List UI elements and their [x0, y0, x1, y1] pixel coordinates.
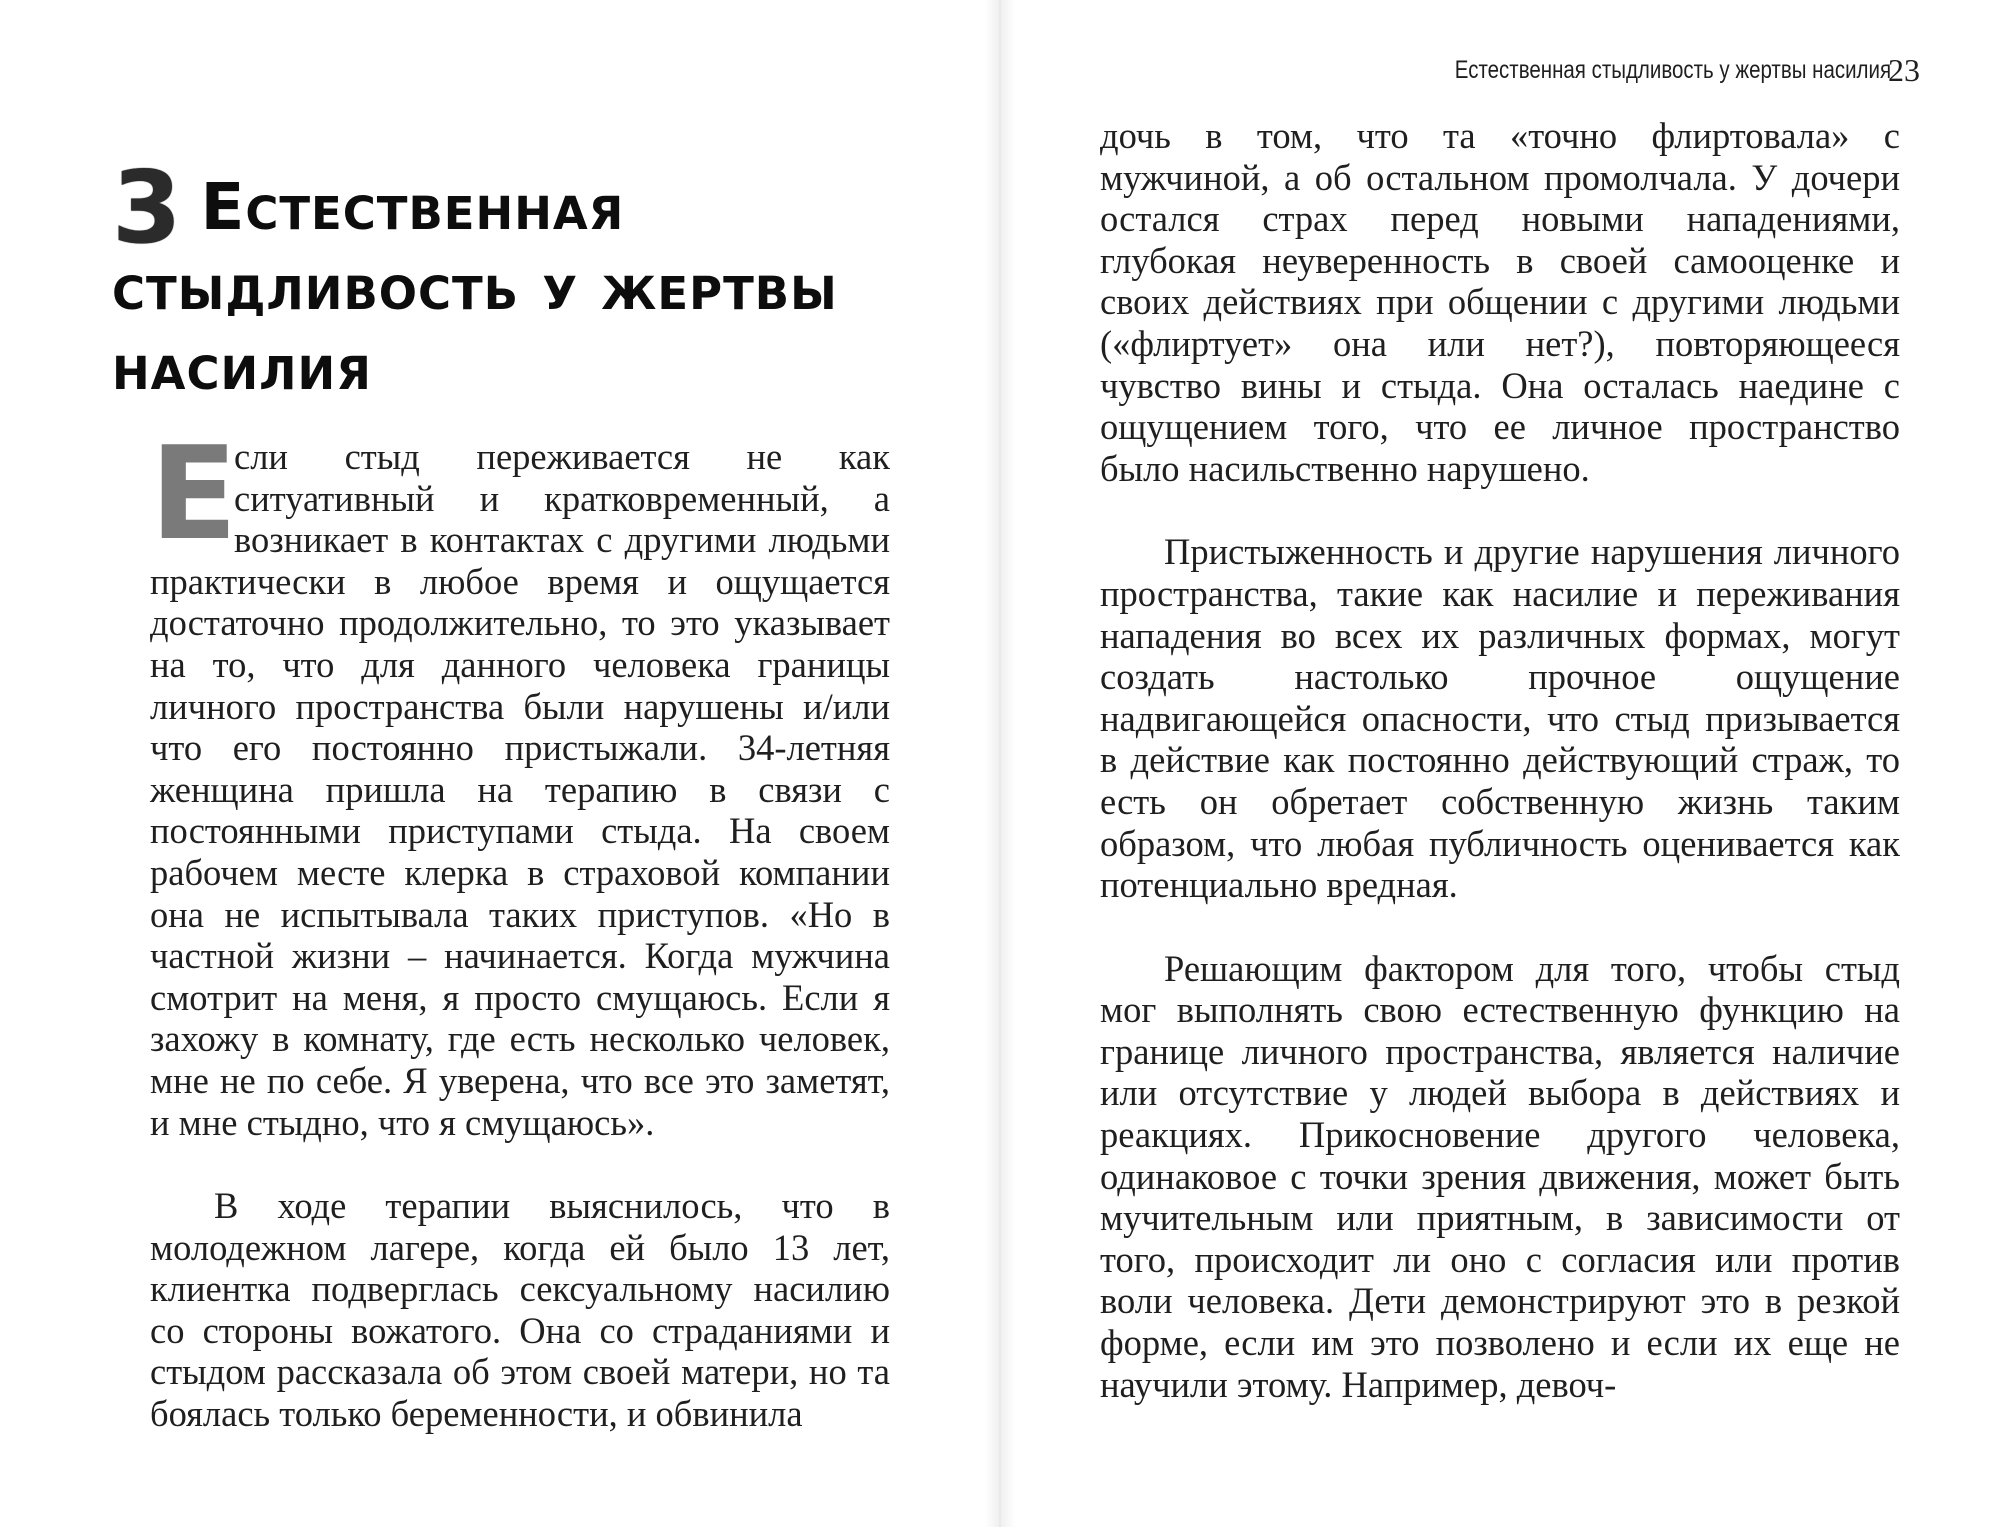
drop-cap: Е	[150, 420, 238, 569]
running-header: Естественная стыдливость у жертвы насилия	[1454, 56, 1892, 84]
chapter-heading	[112, 149, 892, 408]
page-number: 23	[1888, 52, 1920, 88]
paragraph: дочь в том, что та «точно флиртовала» с мужчиной, а об остальном промолчала. У дочери остался страх перед новыми нападениями, глубокая неуверенность в своей самооценке и своих действиях при общении с другими людьми («флиртует» она или нет?), повторяющееся чувство вины и стыда. Она осталась наедине с ощущением того, что ее личное пространство было насильственно нарушено.	[1100, 115, 1900, 489]
left-column-text	[150, 420, 890, 1435]
right-column-text	[1100, 115, 1900, 1405]
book-gutter	[985, 0, 1015, 1527]
paragraph: Пристыженность и другие нарушения личного пространства, такие как насилие и переживания нападения во всех их различных формах, могут создать настолько прочное ощущение надвигающейся опасности, что стыд призывается в действие как постоянно действующий страж, то есть он обретает собственную жизнь таким образом, что любая публичность оценивается как потенциально вредная.	[1100, 531, 1900, 906]
chapter-title: Естественная стыдливость у жертвы насилия	[112, 171, 838, 405]
paragraph-text: сли стыд переживается не как ситуативный и кратковременный, а возникает в контактах с другими людьми практически в любое время и ощущается достаточно продолжительно, то это указывает на то, что для данного человека границы личного пространства были нарушены и/или что его постоянно пристыжали. 34-летняя женщина пришла на терапию в связи с постоянными приступами стыда. На своем рабочем месте клерка в страховой компании она не испытывала таких приступов. «Но в частной жизни – начинается. Когда мужчина смотрит на меня, я просто смущаюсь. Если я захожу в комнату, где есть несколько человек, мне не по себе. Я уверена, что все это заметят, и мне стыдно, что я смущаюсь».	[150, 436, 890, 1143]
paragraph	[150, 420, 890, 1143]
chapter-number: 3	[112, 149, 183, 266]
paragraph: Решающим фактором для того, чтобы стыд мог выполнять свою естественную функцию на границе личного пространства, является наличие или отсутствие у людей выбора в действиях и реакциях. Прикосновение другого человека, одинаковое с точки зрения движения, может быть мучительным или приятным, в зависимости от того, происходит ли оно с согласия или против воли человека. Дети демонстрируют это в резкой форме, если им это позволено и если их еще не научили этому. Например, девоч-	[1100, 947, 1900, 1405]
paragraph: В ходе терапии выяснилось, что в молодежном лагере, когда ей было 13 лет, клиентка подверглась сексуальному насилию со стороны вожатого. Она со страданиями и стыдом рассказала об этом своей матери, но та боялась только беременности, и обвинила	[150, 1185, 890, 1435]
